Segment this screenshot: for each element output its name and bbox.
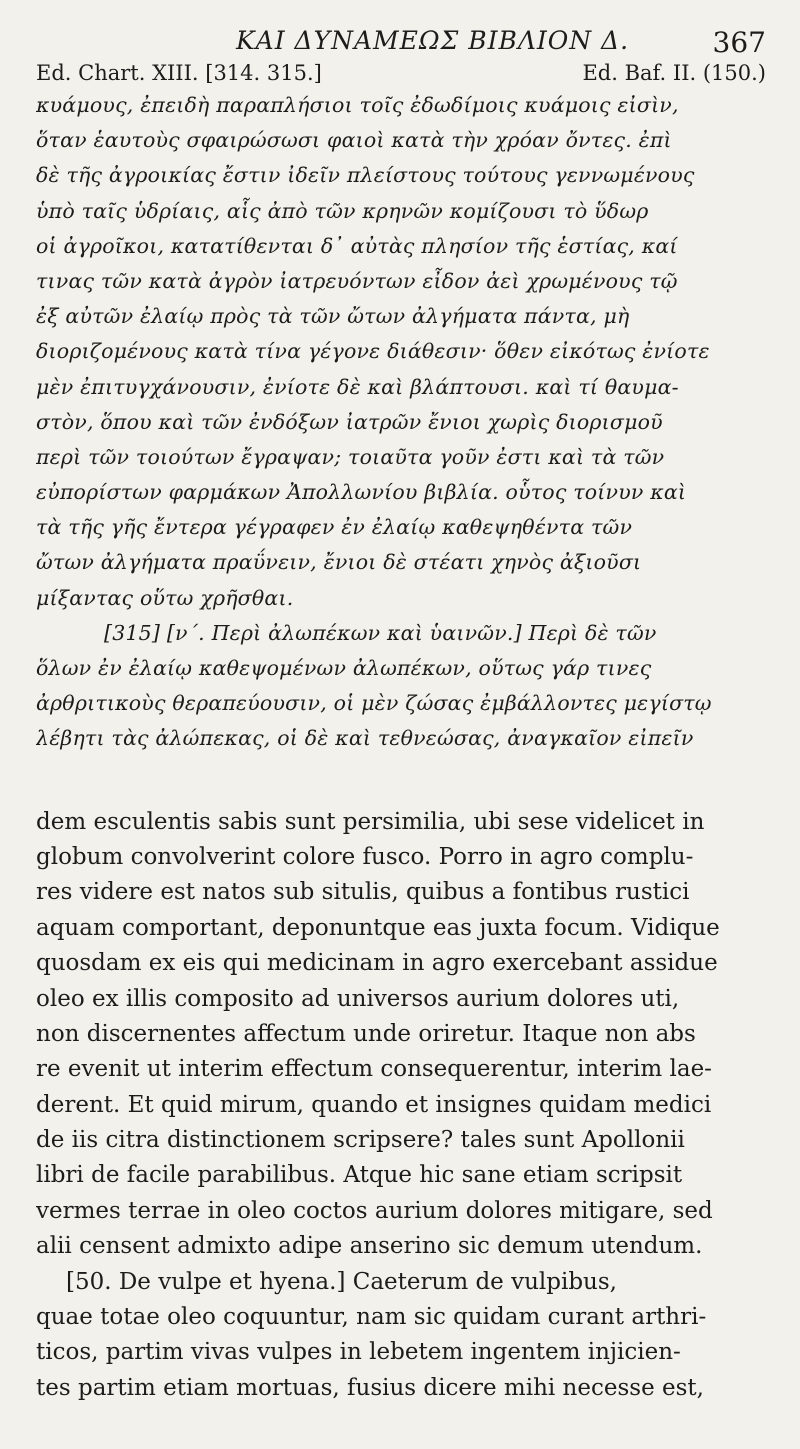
text-line: quae totae oleo coquuntur, nam sic quidam curant arthri- (36, 1304, 707, 1331)
text-line: οἱ ἀγροῖκοι, κατατίθενται δ᾽ αὐτὰς πλησίον τῆς ἑστίας, καί (36, 233, 678, 258)
greek-text-block (36, 88, 766, 757)
text-line: derent. Et quid mirum, quando et insignes quidam medici (36, 1091, 712, 1118)
text-line: res videre est natos sub situlis, quibus a fontibus rustici (36, 879, 690, 906)
text-line: vermes terrae in oleo coctos aurium dolores mitigare, sed (36, 1197, 713, 1224)
text-line: ἐξ αὐτῶν ἐλαίῳ πρὸς τὰ τῶν ὤτων ἀλγήματα πάντα, μὴ (36, 304, 630, 329)
text-line: τὰ τῆς γῆς ἔντερα γέγραφεν ἐν ἐλαίῳ καθεψηθέντα τῶν (36, 515, 633, 540)
running-head (36, 0, 766, 58)
text-line: μὲν ἐπιτυγχάνουσιν, ἐνίοτε δὲ καὶ βλάπτουσι. καὶ τί θαυμα- (36, 374, 679, 399)
text-line: τινας τῶν κατὰ ἀγρὸν ἰατρευόντων εἶδον ἀεὶ χρωμένους τῷ (36, 268, 678, 293)
text-line: διοριζομένους κατὰ τίνα γέγονε διάθεσιν· ὅθεν εἰκότως ἐνίοτε (36, 339, 710, 364)
text-line: ὅταν ἑαυτοὺς σφαιρώσωσι φαιοὶ κατὰ τὴν χρόαν ὄντες. ἐπὶ (36, 128, 672, 153)
column-gap (36, 757, 766, 805)
page-number: 367 (712, 26, 766, 59)
edition-basel: Ed. Baf. II. (150.) (582, 61, 766, 85)
running-title: ΚΑΙ ΔΥΝΑΜΕΩΣ ΒΙΒΛΙΟΝ Δ. (236, 26, 630, 55)
text-line: quosdam ex eis qui medicinam in agro exercebant assidue (36, 950, 718, 977)
text-line: δὲ τῆς ἀγροικίας ἔστιν ἰδεῖν πλείστους τούτους γεννωμένους (36, 163, 695, 188)
text-line: περὶ τῶν τοιούτων ἔγραψαν; τοιαῦτα γοῦν ἐστι καὶ τὰ τῶν (36, 444, 665, 469)
text-line: oleo ex illis composito ad universos aurium dolores uti, (36, 985, 680, 1012)
text-line: dem esculentis sabis sunt persimilia, ubi sese videlicet in (36, 808, 705, 835)
edition-chartier: Ed. Chart. XIII. [314. 315.] (36, 61, 322, 85)
text-line: [315] [ν΄. Περὶ ἀλωπέκων καὶ ὑαινῶν.] Περὶ δὲ τῶν (104, 620, 657, 645)
edition-reference-line (36, 58, 766, 88)
text-line: re evenit ut interim effectum consequerentur, interim lae- (36, 1056, 712, 1083)
text-line: [50. De vulpe et hyena.] Caeterum de vulpibus, (66, 1268, 617, 1295)
text-line: κυάμους, ἐπειδὴ παραπλήσιοι τοῖς ἐδωδίμοις κυάμοις εἰσὶν, (36, 93, 679, 117)
text-line: λέβητι τὰς ἀλώπεκας, οἱ δὲ καὶ τεθνεώσας, ἀναγκαῖον εἰπεῖν (36, 726, 694, 751)
text-line: εὐπορίστων φαρμάκων Ἀπολλωνίου βιβλία. οὗτος τοίνυν καὶ (36, 480, 687, 505)
text-line: libri de facile parabilibus. Atque hic sane etiam scripsit (36, 1162, 683, 1189)
text-line: στὸν, ὅπου καὶ τῶν ἐνδόξων ἰατρῶν ἔνιοι χωρὶς διορισμοῦ (36, 409, 663, 434)
text-line: μίξαντας οὕτω χρῆσθαι. (36, 585, 294, 610)
text-line: globum convolverint colore fusco. Porro in agro complu- (36, 843, 694, 870)
text-line: alii censent admixto adipe anserino sic demum utendum. (36, 1233, 703, 1260)
text-line: tes partim etiam mortuas, fusius dicere mihi necesse est, (36, 1374, 704, 1401)
latin-text-block (36, 805, 766, 1407)
text-line: non discernentes affectum unde oriretur. Itaque non abs (36, 1020, 696, 1047)
text-line: de iis citra distinctionem scripsere? tales sunt Apollonii (36, 1127, 685, 1154)
text-line: ticos, partim vivas vulpes in lebetem ingentem injicien- (36, 1339, 681, 1366)
text-line: ὅλων ἐν ἐλαίῳ καθεψομένων ἀλωπέκων, οὕτως γάρ τινες (36, 656, 652, 680)
text-line: ὤτων ἀλγήματα πραΰνειν, ἔνιοι δὲ στέατι χηνὸς ἀξιοῦσι (36, 550, 642, 575)
text-line: aquam comportant, deponuntque eas juxta focum. Vidique (36, 914, 720, 941)
text-line: ἀρθριτικοὺς θεραπεύουσιν, οἱ μὲν ζώσας ἐμβάλλοντες μεγίστῳ (36, 691, 712, 716)
text-line: ὑπὸ ταῖς ὑδρίαις, αἷς ἀπὸ τῶν κρηνῶν κομίζουσι τὸ ὕδωρ (36, 198, 649, 223)
